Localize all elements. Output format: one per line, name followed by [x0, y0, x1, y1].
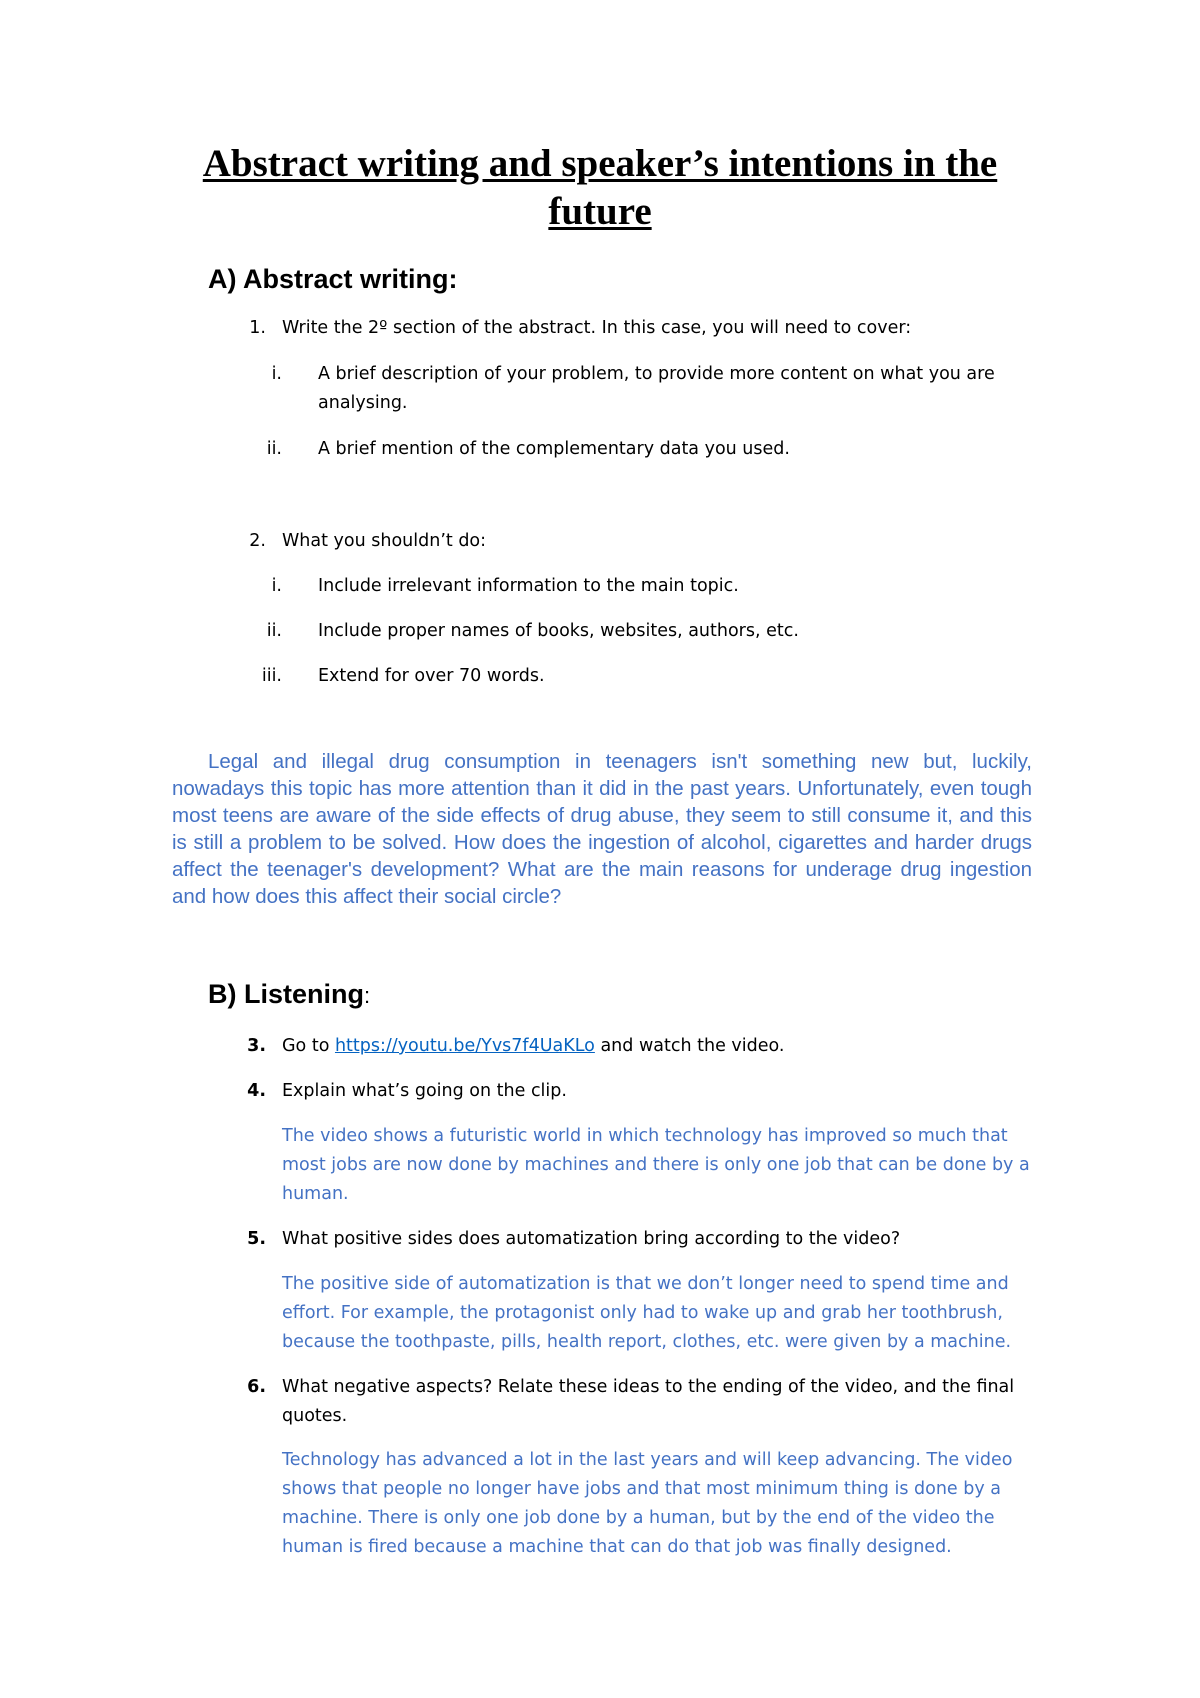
item-2-subitem-iii-marker: iii.	[261, 666, 282, 686]
abstract-answer-text: Legal and illegal drug consumption in teenagers isn't something new but, luckily, nowadays this topic has more attention than it did in the past years. Unfortunately, even tough most teens are aware of the side effects of drug abuse, they seem to still consume it, and this is still a problem to be solved. How does the ingestion of alcohol, cigarettes and harder drugs affect the teenager's development? What are the main reasons for underage drug ingestion and how does this affect their social circle?	[172, 750, 1032, 908]
item-6-text: What negative aspects? Relate these ideas to the ending of the video, and the final quotes.	[282, 1377, 1015, 1426]
document-title: Abstract writing and speaker’s intentions in the future	[202, 142, 998, 233]
item-1-subitem-ii-marker: ii.	[266, 439, 282, 459]
abstract-answer-paragraph	[172, 748, 1032, 910]
item-2-text: What you shouldn’t do:	[282, 531, 487, 551]
item-1-text: Write the 2º section of the abstract. In this case, you will need to cover:	[282, 318, 912, 338]
item-4-answer: The video shows a futuristic world in which technology has improved so much that most jobs are now done by machines and there is only one job that can be done by a human.	[282, 1126, 1030, 1204]
item-4-text: Explain what’s going on the clip.	[282, 1081, 567, 1101]
item-1-subitem-ii-text: A brief mention of the complementary data you used.	[318, 439, 790, 459]
item-3-text-before: Go to	[282, 1036, 335, 1056]
section-b-heading-text: B) Listening	[208, 979, 364, 1009]
item-5-text: What positive sides does automatization bring according to the video?	[282, 1229, 901, 1249]
item-5-number: 5.	[247, 1229, 266, 1249]
item-2-subitem-i-text: Include irrelevant information to the main topic.	[318, 576, 739, 596]
item-2-subitem-ii-marker: ii.	[266, 621, 282, 641]
section-b-heading-colon: :	[364, 983, 371, 1008]
item-2-number: 2.	[249, 531, 266, 551]
item-5-answer: The positive side of automatization is that we don’t longer need to spend time and effort. For example, the protagonist only had to wake up and grab her toothbrush, because the toothpaste, pills, health report, clothes, etc. were given by a machine.	[282, 1274, 1012, 1352]
item-2-subitem-ii-text: Include proper names of books, websites, authors, etc.	[318, 621, 799, 641]
item-1-subitem-i-marker: i.	[271, 364, 282, 384]
item-2-subitem-iii-text: Extend for over 70 words.	[318, 666, 545, 686]
item-2-subitem-i-marker: i.	[271, 576, 282, 596]
item-3-text	[282, 1032, 1042, 1061]
section-a-heading: A) Abstract writing:	[208, 264, 458, 294]
item-6-number: 6.	[247, 1377, 266, 1397]
item-3-number: 3.	[247, 1036, 266, 1056]
item-1-subitem-i-text: A brief description of your problem, to provide more content on what you are analysing.	[318, 364, 995, 413]
section-b-heading	[208, 977, 370, 1013]
youtube-video-link[interactable]: https://youtu.be/Yvs7f4UaKLo	[334, 1036, 595, 1056]
item-3-text-after: and watch the video.	[594, 1036, 785, 1056]
item-6-answer: Technology has advanced a lot in the last years and will keep advancing. The video shows that people no longer have jobs and that most minimum thing is done by a machine. There is only one job done by a human, but by the end of the video the human is fired because a machine that can do that job was finally designed.	[282, 1450, 1013, 1557]
item-4-number: 4.	[247, 1081, 266, 1101]
item-1-number: 1.	[249, 318, 266, 338]
